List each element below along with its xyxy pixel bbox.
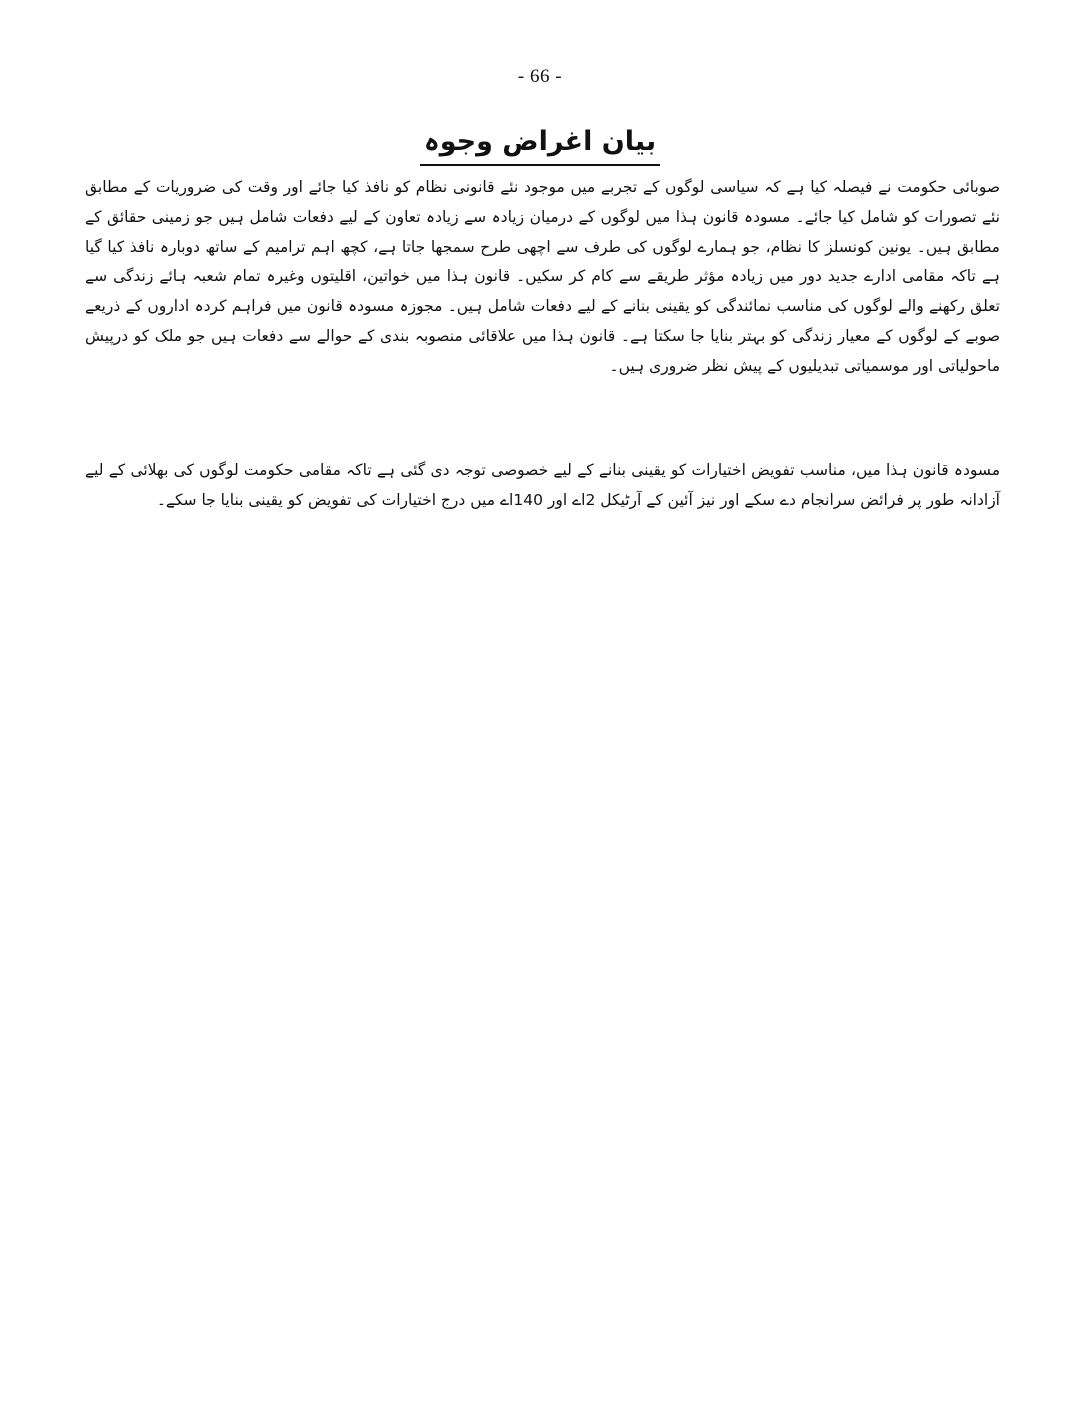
document-title: بیان اغراض وجوہ <box>420 122 660 166</box>
paragraph-devolution: مسودہ قانون ہذا میں، مناسب تفویض اختیارات کو یقینی بنانے کے لیے خصوصی توجہ دی گئی ہے تاکہ مقامی حکومت لوگوں کی بھلائی کے لیے آزادانہ طور پر فرائض سرانجام دے سکے اور نیز آئین کے آرٹیکل 2اے اور 140اے میں درج اختیارات کی تفویض کو یقینی بنایا جا سکے۔ <box>85 461 1000 509</box>
title-container <box>0 122 1080 166</box>
paragraph-statement: صوبائی حکومت نے فیصلہ کیا ہے کہ سیاسی لوگوں کے تجربے میں موجود نئے قانونی نظام کو نافذ کیا جائے اور وقت کی ضروریات کے مطابق نئے تصورات کو شامل کیا جائے۔ مسودہ قانون ہذا میں لوگوں کے درمیان زیادہ سے زیادہ تعاون کے لیے دفعات شامل ہیں جو زمینی حقائق کے مطابق ہیں۔ یونین کونسلز کا نظام، جو ہمارے لوگوں کی طرف سے اچھی طرح سمجھا جاتا ہے، کچھ اہم ترامیم کے ساتھ دوبارہ نافذ کیا گیا ہے تاکہ مقامی ادارے جدید دور میں زیادہ مؤثر طریقے سے کام کر سکیں۔ قانون ہذا میں خواتین، اقلیتوں وغیرہ تمام شعبہ ہائے زندگی سے تعلق رکھنے والے لوگوں کی مناسب نمائندگی کو یقینی بنانے کے لیے دفعات شامل ہیں۔ مجوزہ مسودہ قانون میں فراہم کردہ اداروں کے ذریعے صوبے کے لوگوں کے معیار زندگی کو بہتر بنایا جا سکتا ہے۔ قانون ہذا میں علاقائی منصوبہ بندی کے حوالے سے دفعات ہیں جو ملک کو درپیش ماحولیاتی اور موسمیاتی تبدیلیوں کے پیش نظر ضروری ہیں۔ <box>85 178 1000 375</box>
page-number: - 66 - <box>517 66 563 87</box>
